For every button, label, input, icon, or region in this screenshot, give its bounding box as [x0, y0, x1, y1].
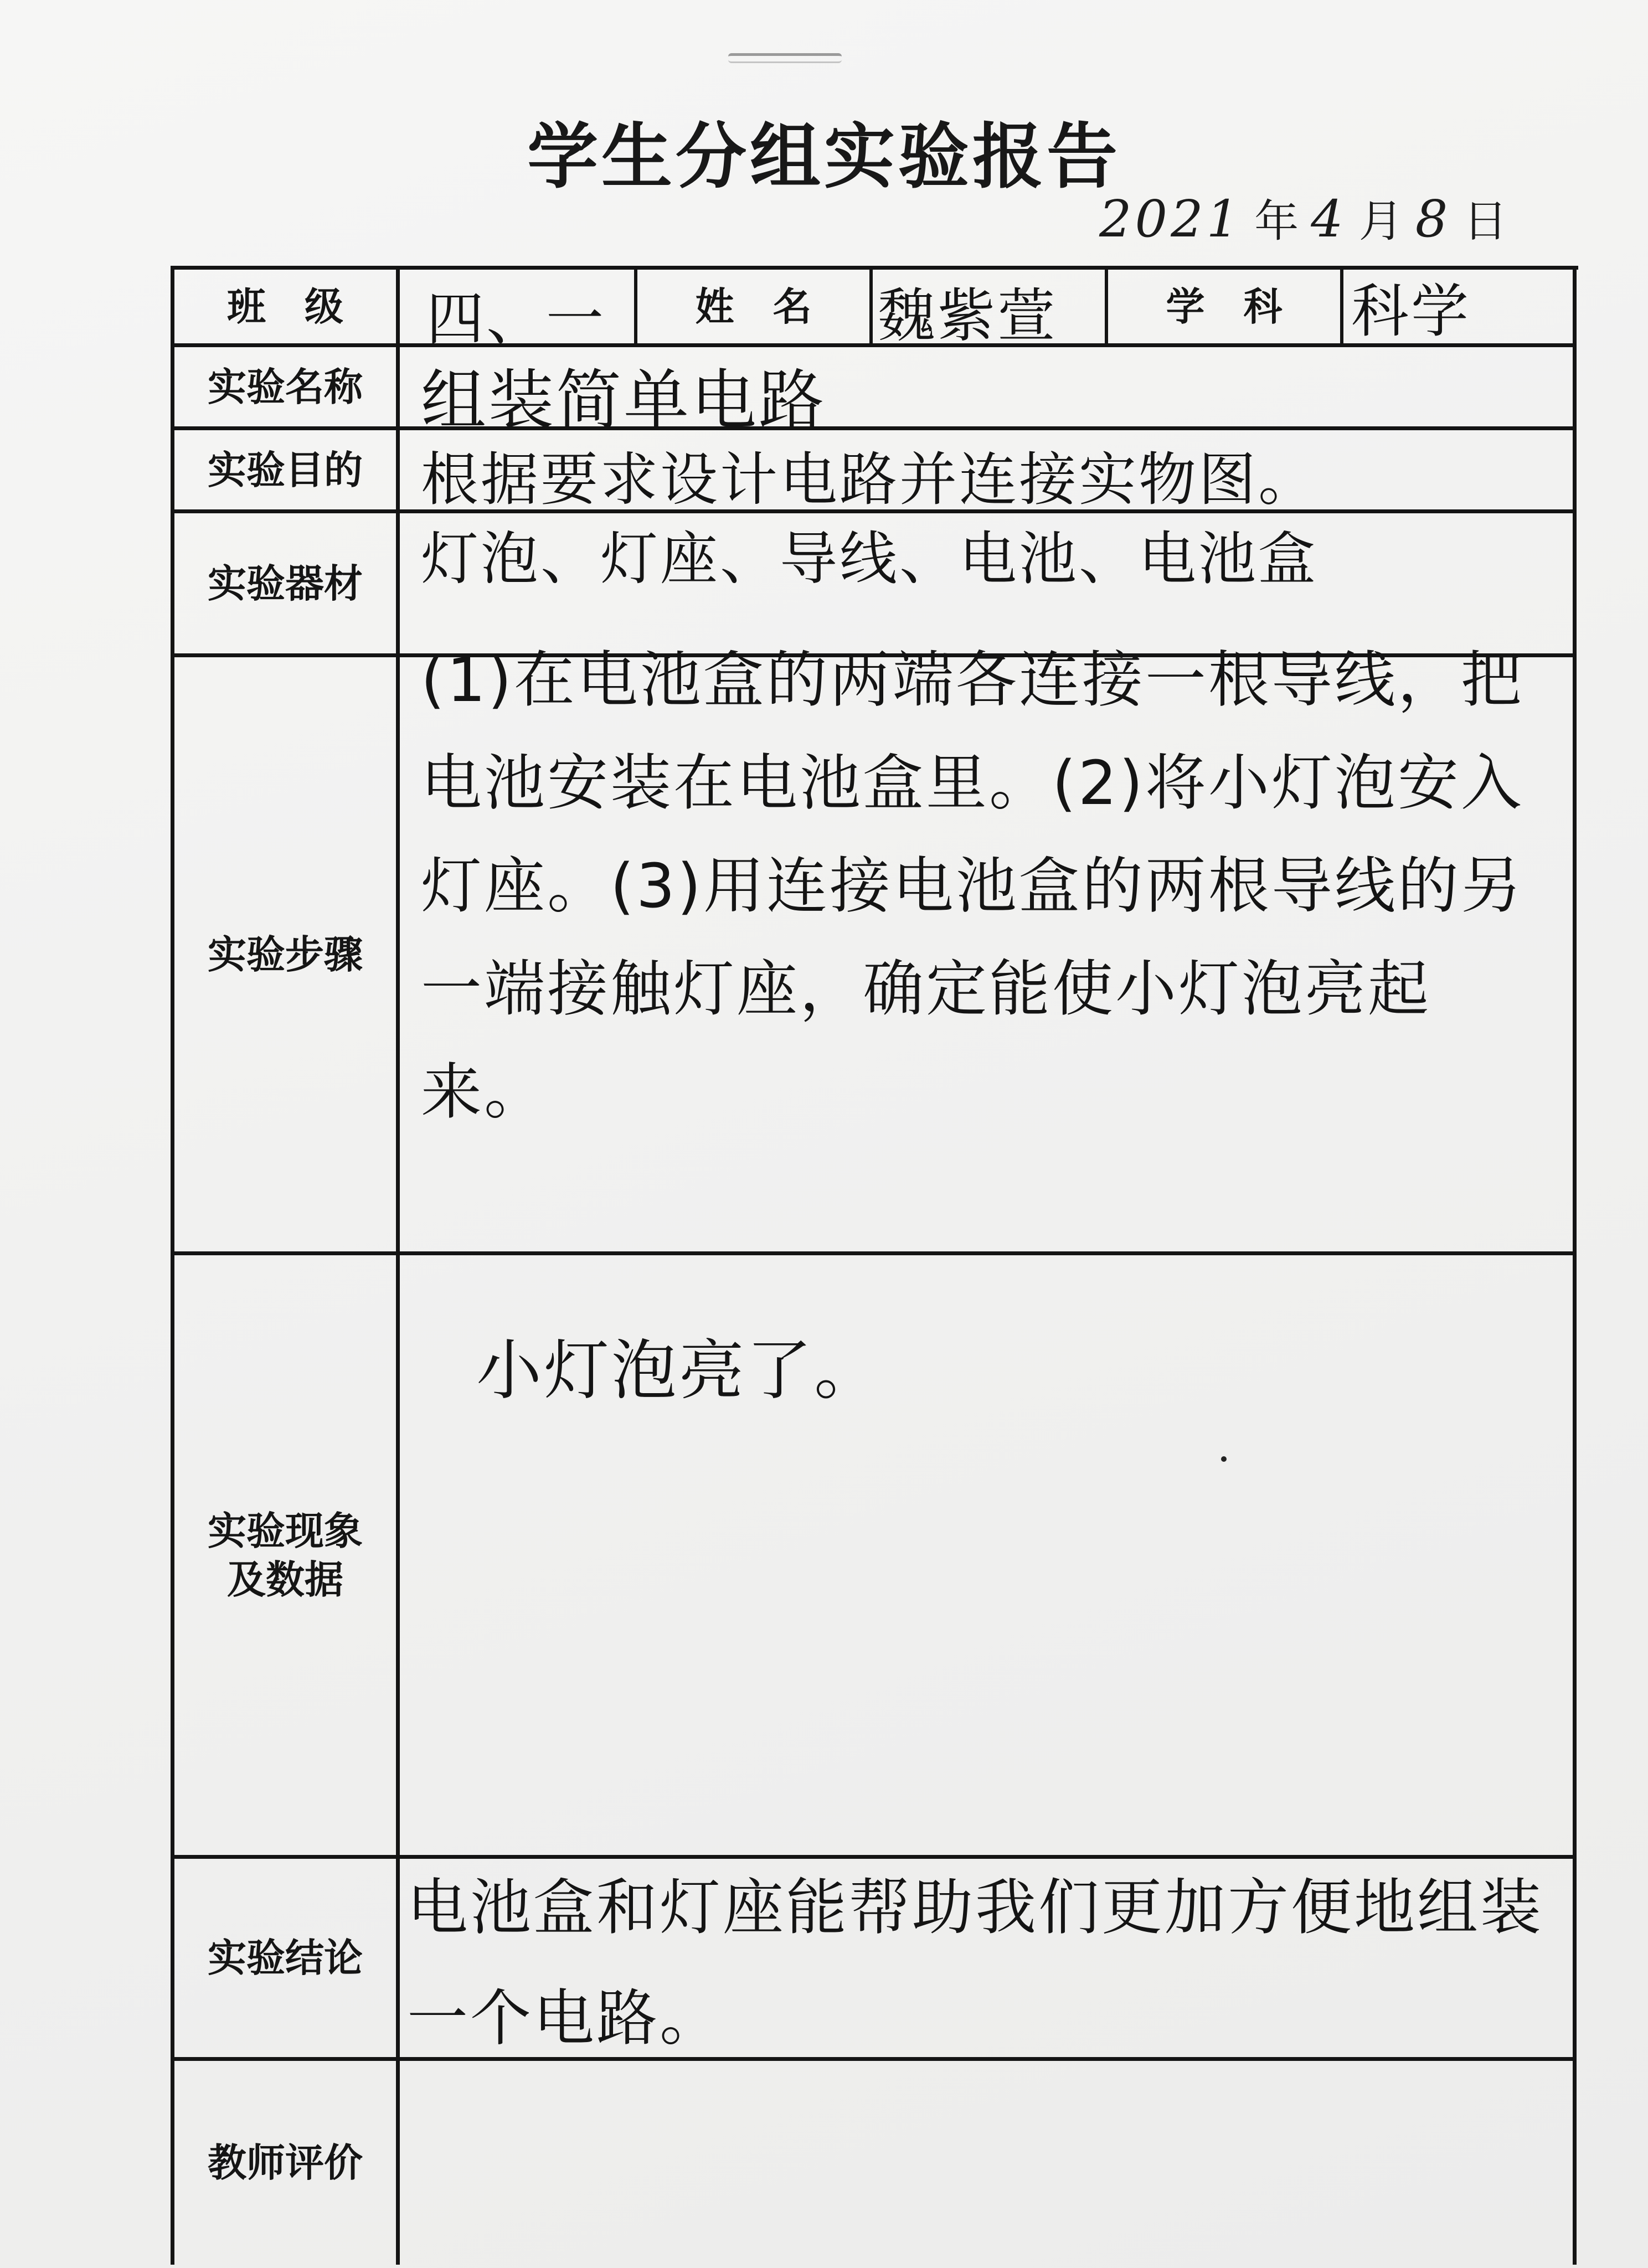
purpose-value: 根据要求设计电路并连接实物图。 — [421, 446, 1319, 513]
report-title: 学生分组实验报告 — [527, 115, 1121, 198]
name-value: 魏紫萱 — [878, 282, 1058, 349]
paper-speck — [1221, 1456, 1227, 1462]
experiment-name-label: 实验名称 — [208, 363, 363, 410]
phenomena-label — [174, 1255, 396, 1855]
name-label: 姓 名 — [695, 283, 812, 329]
conclusion-label: 实验结论 — [208, 1935, 363, 1981]
materials-label: 实验器材 — [208, 560, 363, 606]
purpose-label: 实验目的 — [208, 446, 363, 493]
phenomena-label-line1: 实验现象 — [208, 1508, 363, 1554]
date-month: 4 — [1311, 189, 1347, 249]
teacher-eval-label: 教师评价 — [208, 2140, 363, 2186]
date-day-unit: 日 — [1463, 195, 1508, 247]
phenomena-label-line2: 及数据 — [227, 1556, 343, 1602]
row-separator-2 — [171, 426, 1577, 430]
date-day: 8 — [1415, 189, 1451, 249]
steps-label: 实验步骤 — [208, 931, 363, 977]
date-year: 2021 — [1099, 189, 1243, 249]
class-label: 班 级 — [227, 283, 343, 329]
conclusion-value: 电池盒和灯座能帮助我们更加方便地组装一个电路。 — [407, 1872, 1543, 2054]
date-month-unit: 月 — [1358, 195, 1403, 247]
table-border-right — [1573, 266, 1577, 2265]
subject-label: 学 科 — [1166, 283, 1283, 329]
materials-value: 灯泡、灯座、导线、电池、电池盒 — [421, 525, 1319, 592]
experiment-name-value: 组装简单电路 — [421, 362, 827, 439]
phenomena-value: 小灯泡亮了。 — [476, 1332, 882, 1409]
subject-label-divider — [1340, 266, 1343, 343]
table-border-left — [171, 266, 174, 2265]
steps-value: (1)在电池盒的两端各连接一根导线，把电池安装在电池盒里。(2)将小灯泡安入灯座。(3)用连接电池盒的两根导线的另一端接触灯座，确定能使小灯泡亮起来。 — [421, 645, 1524, 1127]
date-year-unit: 年 — [1254, 195, 1299, 247]
class-value: 四、一 — [426, 285, 606, 353]
row-separator-5 — [171, 1251, 1577, 1255]
label-column-divider — [396, 266, 400, 2265]
name-label-divider — [869, 266, 873, 343]
subject-value: 科学 — [1351, 277, 1471, 345]
